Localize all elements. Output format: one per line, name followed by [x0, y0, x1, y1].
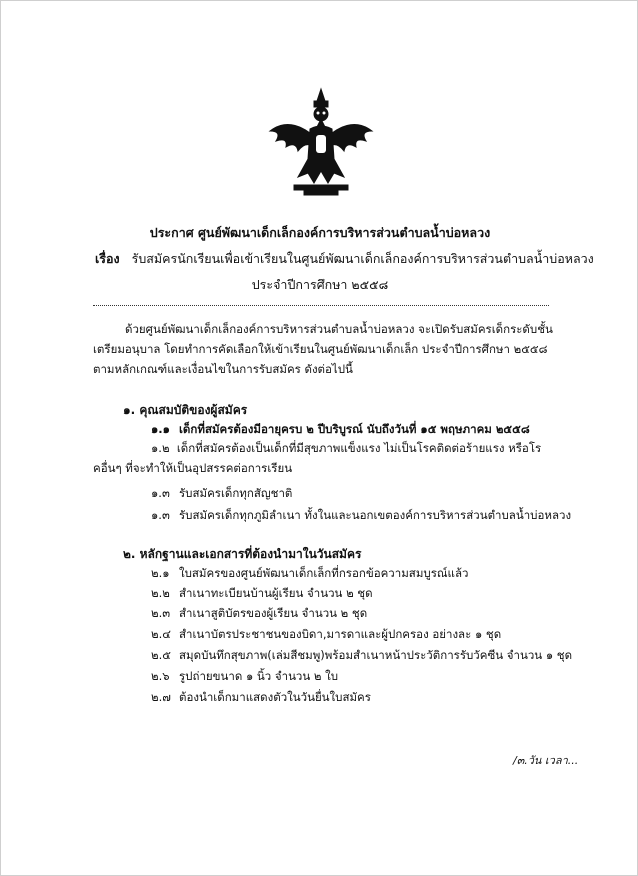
- item-number: ๒.๕: [151, 648, 171, 662]
- section-heading-documents: ๒. หลักฐานและเอกสารที่ต้องนำมาในวันสมัคร: [123, 547, 362, 561]
- list-item: [151, 668, 338, 686]
- item-number: ๒.๑: [151, 566, 170, 580]
- item-text: ใบสมัครของศูนย์พัฒนาเด็กเล็กที่กรอกข้อความสมบูรณ์แล้ว: [179, 566, 469, 580]
- item-text: เด็กที่สมัครต้องมีอายุครบ ๒ ปีบริบูรณ์ นับถึงวันที่ ๑๕ พฤษภาคม ๒๕๕๘: [179, 422, 530, 436]
- list-item: [151, 485, 292, 503]
- garuda-emblem: [264, 87, 378, 199]
- continuation-note: /๓.วัน เวลา...: [513, 754, 579, 767]
- item-text: สำเนาสูติบัตรของผู้เรียน จำนวน ๒ ชุด: [179, 606, 368, 620]
- item-number: ๑.๑: [151, 422, 170, 436]
- list-item: [151, 689, 371, 707]
- list-item: [151, 585, 373, 603]
- list-item: [151, 626, 501, 644]
- dotted-divider: [93, 305, 549, 306]
- list-item: [151, 647, 572, 665]
- announcement-title: ประกาศ ศูนย์พัฒนาเด็กเล็กองค์การบริหารส่วนตำบลน้ำบ่อหลวง: [149, 225, 491, 240]
- item-text: ต้องนำเด็กมาแสดงตัวในวันยื่นใบสมัคร: [179, 690, 371, 704]
- item-number: ๒.๔: [151, 627, 171, 641]
- item-number: ๑.๓: [151, 486, 170, 500]
- item-number: ๑.๒: [151, 441, 170, 455]
- list-item: [151, 565, 468, 583]
- item-number: ๒.๗: [151, 690, 171, 704]
- item-text: รูปถ่ายขนาด ๑ นิ้ว จำนวน ๒ ใบ: [179, 669, 339, 683]
- subject-line: [95, 249, 615, 269]
- item-number: ๒.๖: [151, 669, 170, 683]
- item-text: สำเนาทะเบียนบ้านผู้เรียน จำนวน ๒ ชุด: [179, 586, 373, 600]
- subject-text: รับสมัครนักเรียนเพื่อเข้าเรียนในศูนย์พัฒนาเด็กเล็กองค์การบริหารส่วนตำบลน้ำบ่อหลวง: [131, 251, 594, 266]
- list-item: [151, 507, 571, 525]
- item-text: สมุดบันทึกสุขภาพ(เล่มสีชมพู)พร้อมสำเนาหน้าประวัติการรับวัคซีน จำนวน ๑ ชุด: [179, 648, 573, 662]
- list-item-wrapped: [93, 438, 553, 478]
- item-number: ๒.๓: [151, 606, 171, 620]
- list-item: [151, 421, 530, 439]
- academic-year-line: ประจำปีการศึกษา ๒๕๕๘: [251, 277, 389, 292]
- item-text: รับสมัครเด็กทุกสัญชาติ: [179, 486, 293, 500]
- list-item: [151, 605, 367, 623]
- item-number: ๑.๓: [151, 508, 170, 522]
- subject-label: เรื่อง: [95, 251, 120, 266]
- item-text: รับสมัครเด็กทุกภูมิลำเนา ทั้งในและนอกเขตองค์การบริหารส่วนตำบลน้ำบ่อหลวง: [179, 508, 572, 522]
- intro-paragraph: ด้วยศูนย์พัฒนาเด็กเล็กองค์การบริหารส่วนตำบลน้ำบ่อหลวง จะเปิดรับสมัครเด็กระดับชั้นเตรียมอนุบาล โดยทำการคัดเลือกให้เข้าเรียนในศูนย์พัฒนาเด็กเล็ก ประจำปีการศึกษา ๒๕๕๘ ตามหลักเกณฑ์และเงื่อนไขในการรับสมัคร ดังต่อไปนี้: [93, 322, 553, 376]
- item-text: เด็กที่สมัครต้องเป็นเด็กที่มีสุขภาพแข็งแรง ไม่เป็นโรคติดต่อร้ายแรง หรือโรคอื่นๆ ที่จะทำให้เป็นอุปสรรคต่อการเรียน: [93, 441, 542, 475]
- item-text: สำเนาบัตรประชาชนของบิดา,มารดาและผู้ปกครอง อย่างละ ๑ ชุด: [179, 627, 502, 641]
- item-number: ๒.๒: [151, 586, 170, 600]
- section-heading-qualifications: ๑. คุณสมบัติของผู้สมัคร: [123, 403, 248, 417]
